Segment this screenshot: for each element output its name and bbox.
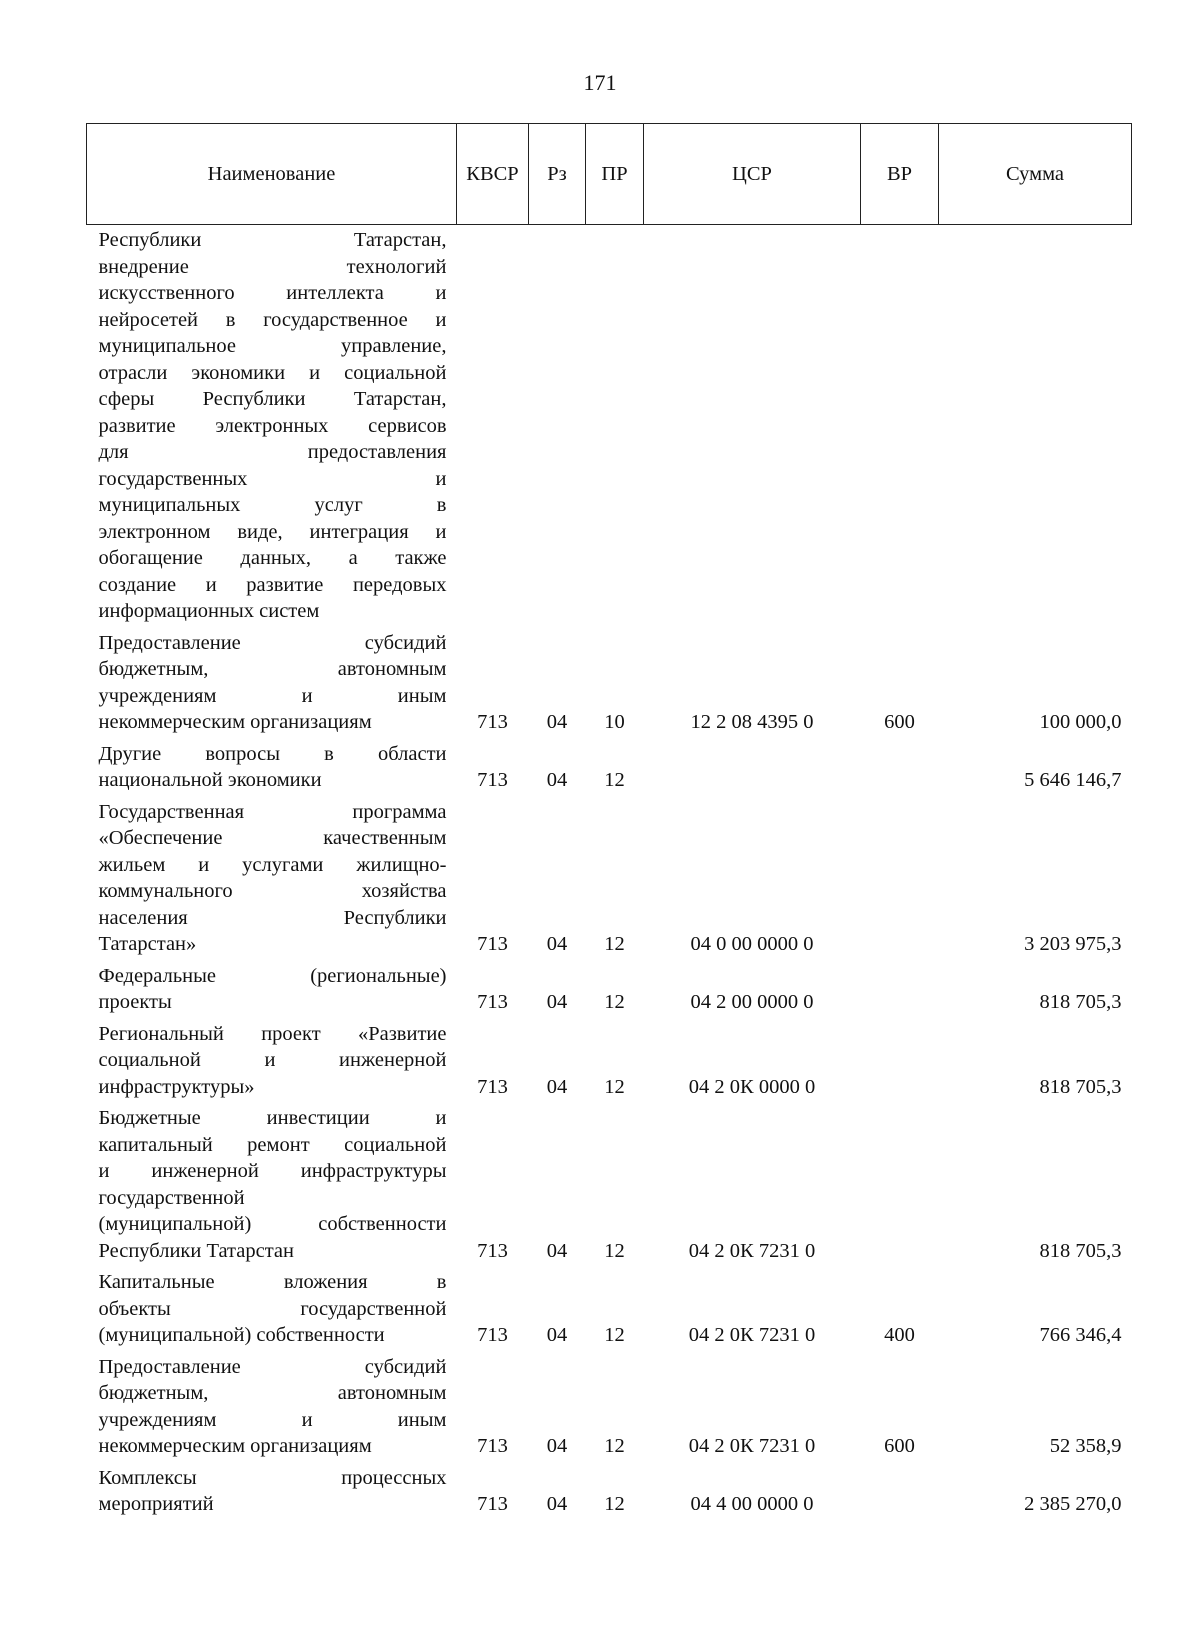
row-name-line: сферы Республики Татарстан, <box>98 388 447 410</box>
row-name-line: мероприятий <box>98 1493 214 1515</box>
row-name-line: Республики Татарстан, <box>98 229 447 251</box>
row-name-line: муниципальных услуг в <box>98 494 447 516</box>
row-name-line: обогащение данных, а также <box>98 547 447 569</box>
row-name-line: (муниципальной) собственности <box>98 1324 385 1346</box>
table-body <box>87 225 1132 1523</box>
row-name-line: внедрение технологий <box>98 255 447 278</box>
row-name-line: проекты <box>98 991 172 1013</box>
row-kvsr: 713 <box>477 711 508 733</box>
row-vr <box>861 225 939 630</box>
row-kvsr: 713 <box>477 1324 508 1346</box>
row-name <box>87 1105 457 1269</box>
table-row <box>87 963 1132 1021</box>
row-pr: 12 <box>604 1075 625 1098</box>
row-name-line: Региональный проект «Развитие <box>98 1022 447 1045</box>
row-name-line: нейросетей в государственное и <box>98 308 447 331</box>
row-csr <box>644 225 861 630</box>
row-name-line: муниципальное управление, <box>98 335 447 357</box>
row-pr: 12 <box>604 1324 625 1346</box>
row-pr: 12 <box>604 1239 625 1262</box>
row-name <box>87 630 457 741</box>
row-name-line: развитие электронных сервисов <box>98 414 447 437</box>
row-rz: 04 <box>546 1493 568 1515</box>
table-row <box>87 1465 1132 1523</box>
row-csr: 04 2 0К 7231 0 <box>688 1435 816 1457</box>
page-number: 171 <box>583 70 617 95</box>
row-name-line: государственных и <box>98 467 447 490</box>
row-pr: 12 <box>604 1493 625 1515</box>
row-csr: 04 2 0К 0000 0 <box>688 1075 816 1098</box>
row-name-line: Федеральные (региональные) <box>98 964 447 987</box>
header-name: Наименование <box>87 124 457 225</box>
row-rz: 04 <box>546 1075 568 1098</box>
row-kvsr: 713 <box>477 991 508 1013</box>
row-vr <box>861 1021 939 1106</box>
row-name <box>87 963 457 1021</box>
row-name-line: населения Республики <box>98 906 447 929</box>
row-rz <box>529 225 586 630</box>
row-sum: 52 358,9 <box>1049 1435 1122 1457</box>
row-csr <box>644 741 861 799</box>
row-name-line: создание и развитие передовых <box>98 573 447 596</box>
row-name-line: Предоставление субсидий <box>98 631 447 654</box>
row-sum <box>939 225 1132 630</box>
row-name-line: учреждениям и иным <box>98 684 447 707</box>
header-kvsr: КВСР <box>457 124 529 225</box>
row-name-line: жильем и услугами жилищно- <box>98 853 447 876</box>
header-pr: ПР <box>586 124 644 225</box>
row-kvsr: 713 <box>477 933 508 955</box>
row-kvsr: 713 <box>477 769 508 791</box>
row-sum: 5 646 146,7 <box>1024 769 1122 791</box>
row-sum: 2 385 270,0 <box>1024 1493 1122 1515</box>
row-name-line: государственной <box>98 1186 245 1209</box>
row-vr <box>861 741 939 799</box>
row-name-line: для предоставления <box>98 441 447 463</box>
table-header-row <box>87 124 1132 225</box>
row-name-line: некоммерческим организациям <box>98 711 372 733</box>
row-pr: 12 <box>604 1435 625 1457</box>
row-kvsr <box>457 225 529 630</box>
row-pr: 10 <box>604 711 625 733</box>
row-name-line: объекты государственной <box>98 1297 447 1320</box>
row-vr: 600 <box>884 1435 915 1457</box>
table-row <box>87 1269 1132 1354</box>
row-csr: 12 2 08 4395 0 <box>690 711 814 733</box>
row-pr: 12 <box>604 991 625 1013</box>
row-name-line: национальной экономики <box>98 769 322 791</box>
row-kvsr: 713 <box>477 1075 508 1098</box>
row-name-line: Республики Татарстан <box>98 1239 294 1262</box>
row-name-line: капитальный ремонт социальной <box>98 1133 447 1156</box>
header-csr: ЦСР <box>644 124 861 225</box>
row-name-line: Государственная программа <box>98 800 447 823</box>
row-vr: 600 <box>884 711 915 733</box>
row-vr <box>861 1465 939 1523</box>
row-pr: 12 <box>604 933 625 955</box>
table-row <box>87 799 1132 963</box>
row-name <box>87 1021 457 1106</box>
row-name-line: учреждениям и иным <box>98 1408 447 1431</box>
row-vr <box>861 1105 939 1269</box>
row-vr: 400 <box>884 1324 915 1346</box>
row-pr: 12 <box>604 769 625 791</box>
row-vr <box>861 963 939 1021</box>
row-name-line: и инженерной инфраструктуры <box>98 1160 447 1182</box>
row-name-line: Татарстан» <box>98 933 197 955</box>
row-name <box>87 225 457 630</box>
row-csr: 04 2 00 0000 0 <box>690 991 814 1013</box>
row-name-line: некоммерческим организациям <box>98 1435 372 1457</box>
row-kvsr: 713 <box>477 1435 508 1457</box>
row-sum: 3 203 975,3 <box>1024 933 1122 955</box>
row-rz: 04 <box>546 711 568 733</box>
row-name-line: социальной и инженерной <box>98 1049 447 1071</box>
row-name-line: информационных систем <box>98 600 320 622</box>
row-name-line: отрасли экономики и социальной <box>98 361 447 384</box>
row-name-line: «Обеспечение качественным <box>98 827 447 849</box>
row-kvsr: 713 <box>477 1493 508 1515</box>
row-name <box>87 741 457 799</box>
table-row <box>87 225 1132 630</box>
row-rz: 04 <box>546 1239 568 1262</box>
row-sum: 766 346,4 <box>1039 1324 1122 1346</box>
row-csr: 04 2 0К 7231 0 <box>688 1324 816 1346</box>
row-sum: 100 000,0 <box>1039 711 1122 733</box>
table-row <box>87 630 1132 741</box>
row-pr <box>586 225 644 630</box>
row-sum: 818 705,3 <box>1039 1239 1122 1262</box>
table-row <box>87 1354 1132 1465</box>
row-name-line: бюджетным, автономным <box>98 1382 447 1404</box>
header-vr: ВР <box>861 124 939 225</box>
row-name-line: коммунального хозяйства <box>98 880 447 902</box>
row-name <box>87 1269 457 1354</box>
row-name <box>87 1354 457 1465</box>
row-csr: 04 4 00 0000 0 <box>690 1493 814 1515</box>
row-name-line: Комплексы процессных <box>98 1466 447 1489</box>
table-row <box>87 1021 1132 1106</box>
row-rz: 04 <box>546 1324 568 1346</box>
row-name <box>87 799 457 963</box>
row-name-line: искусственного интеллекта и <box>98 282 447 304</box>
row-name-line: Капитальные вложения в <box>98 1271 447 1293</box>
row-name <box>87 1465 457 1523</box>
header-rz: Рз <box>529 124 586 225</box>
row-name-line: (муниципальной) собственности <box>98 1213 447 1235</box>
table-row <box>87 1105 1132 1269</box>
row-csr: 04 2 0К 7231 0 <box>688 1239 816 1262</box>
row-sum: 818 705,3 <box>1039 991 1122 1013</box>
row-rz: 04 <box>546 991 568 1013</box>
row-name-line: бюджетным, автономным <box>98 658 447 680</box>
row-rz: 04 <box>546 1435 568 1457</box>
table-row <box>87 741 1132 799</box>
row-name-line: Другие вопросы в области <box>98 742 447 765</box>
row-sum: 818 705,3 <box>1039 1075 1122 1098</box>
row-kvsr: 713 <box>477 1239 508 1262</box>
header-sum: Сумма <box>939 124 1132 225</box>
row-name-line: Предоставление субсидий <box>98 1355 447 1378</box>
row-rz: 04 <box>546 769 568 791</box>
row-name-line: инфраструктуры» <box>98 1075 255 1098</box>
row-csr: 04 0 00 0000 0 <box>690 933 814 955</box>
row-name-line: Бюджетные инвестиции и <box>98 1107 447 1129</box>
row-vr <box>861 799 939 963</box>
budget-table <box>86 123 1132 1523</box>
row-name-line: электронном виде, интеграция и <box>98 520 447 543</box>
row-rz: 04 <box>546 933 568 955</box>
